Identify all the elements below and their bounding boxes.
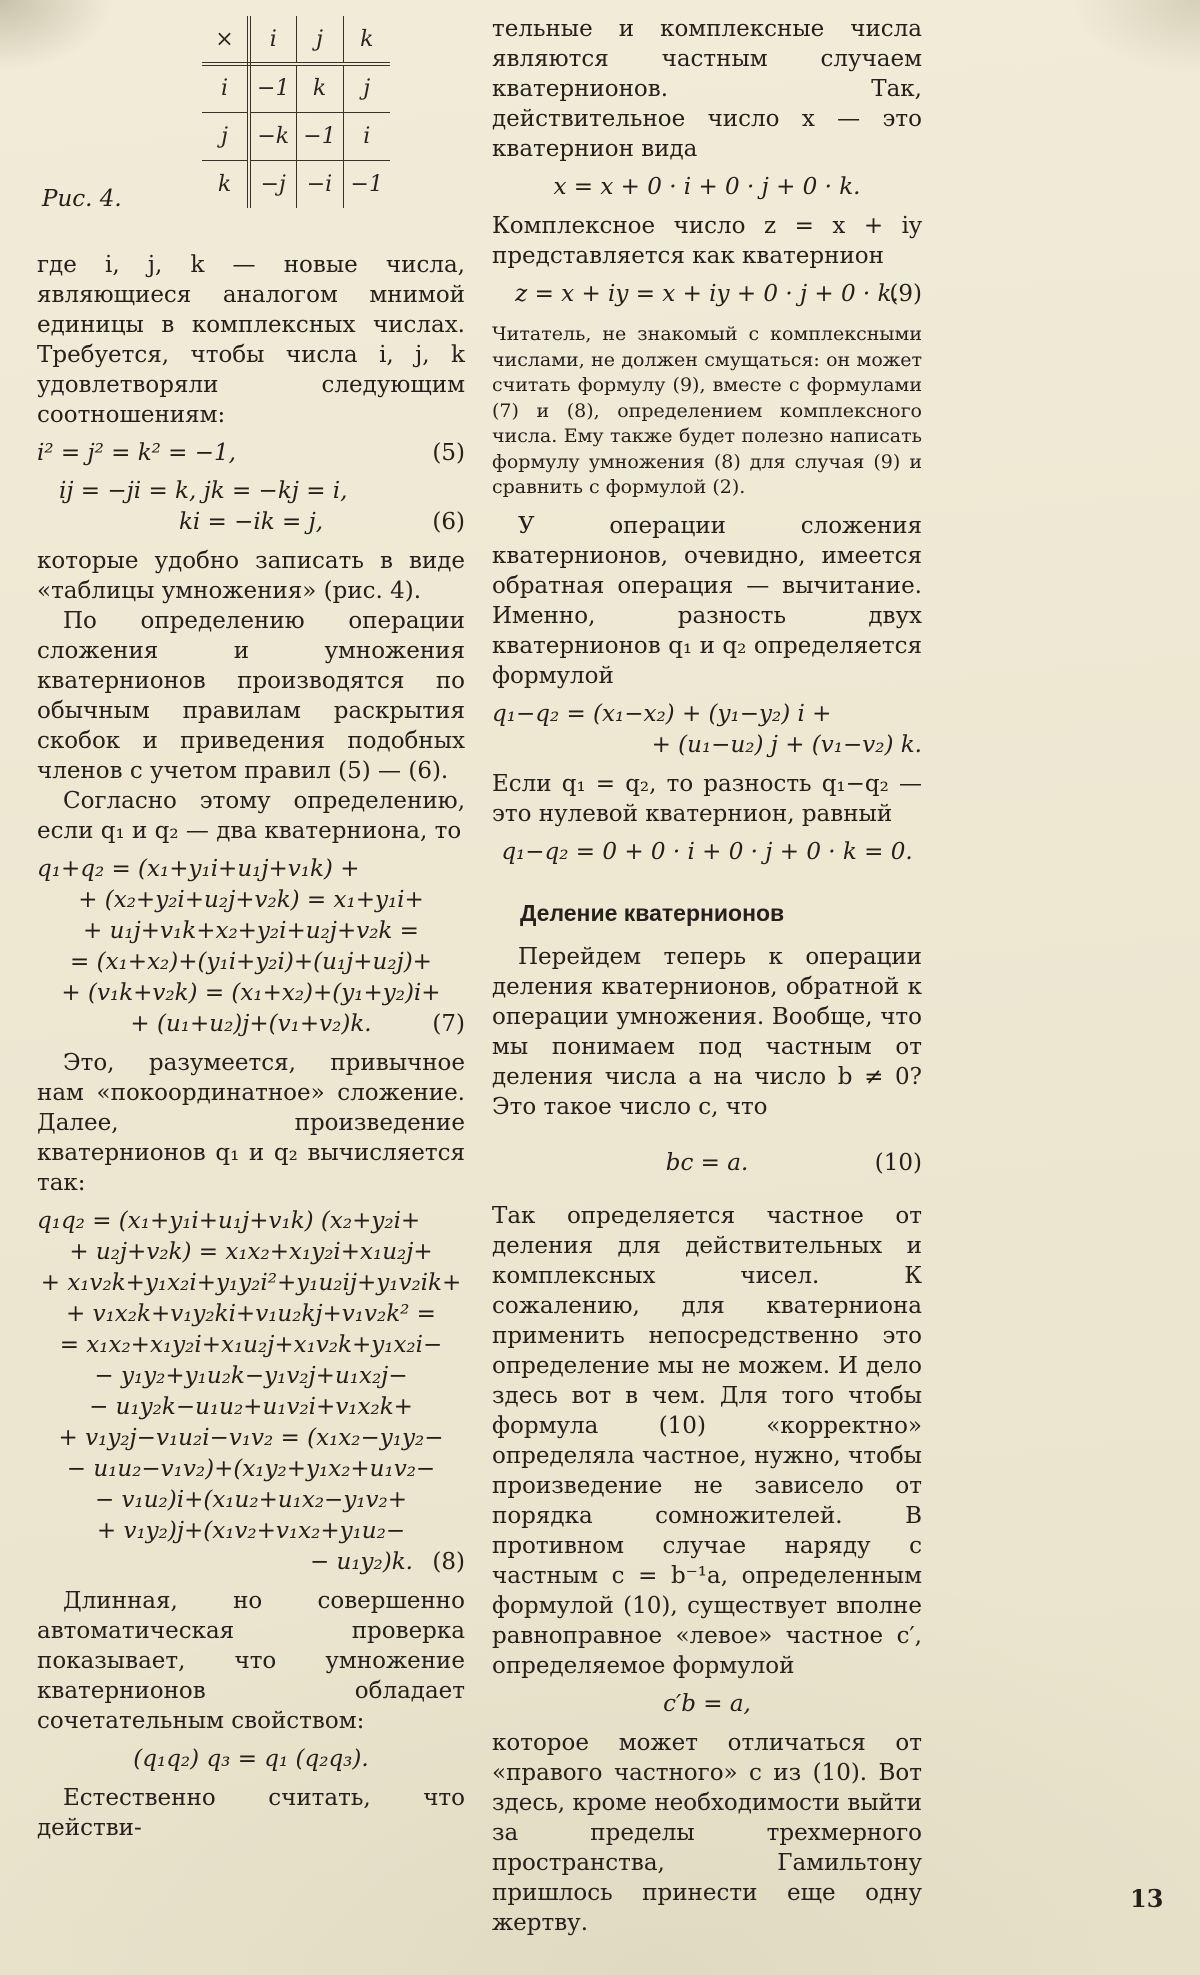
table-header-row bbox=[202, 16, 390, 64]
table-col-header-j: j bbox=[296, 16, 343, 64]
para-complex-number: Комплексное число z = x + iy представляется как кватернион bbox=[492, 213, 922, 269]
equation-text: bc = a. bbox=[665, 1149, 749, 1176]
equation-line: − u₁u₂−v₁v₂)+(x₁y₂+y₁x₂+u₁v₂− bbox=[66, 1456, 436, 1482]
equation-line: + v₁y₂)j+(x₁v₂+v₁x₂+y₁u₂− bbox=[96, 1518, 406, 1544]
para-associativity: Длинная, но совершенно автоматическая проверка показывает, что умножение кватернионов обладает сочетательным свойством: bbox=[37, 1588, 465, 1734]
equation-8 bbox=[37, 1206, 465, 1578]
table-row-j bbox=[202, 112, 390, 160]
equation-line: + v₁x₂k+v₁y₂ki+v₁u₂kj+v₁v₂k² = bbox=[66, 1301, 436, 1327]
table-cell: −j bbox=[249, 160, 296, 208]
equation-line: + u₁j+v₁k+x₂+y₂i+u₂j+v₂k = bbox=[83, 918, 419, 944]
equation-line bbox=[37, 1547, 465, 1578]
right-column bbox=[492, 14, 922, 1938]
equation-line bbox=[37, 507, 465, 538]
para-coordinate: Это, разумеется, привычное нам «покоординатное» сложение. Далее, произведение кватернионов q₁ и q₂ вычисляется так: bbox=[37, 1050, 465, 1196]
para-real-numbers: тельные и комплексные числа являются частным случаем кватернионов. Так, действительное число x — это кватернион вида bbox=[492, 16, 922, 162]
equation-6 bbox=[37, 476, 465, 538]
equation-line: − v₁u₂)i+(x₁u₂+u₁x₂−y₁v₂+ bbox=[94, 1487, 408, 1513]
para-zero-quaternion: Если q₁ = q₂, то разность q₁−q₂ — это нулевой кватернион, равный bbox=[492, 770, 922, 827]
equation-line: q₁q₂ = (x₁+y₁i+u₁j+v₁k) (x₂+y₂i+ bbox=[37, 1208, 421, 1234]
equation-number: (5) bbox=[432, 440, 465, 466]
equation-text: ki = −ik = j, bbox=[178, 509, 324, 535]
equation-line: + u₂j+v₂k) = x₁x₂+x₁y₂i+x₁u₂j+ bbox=[69, 1239, 433, 1265]
figure-caption: Рис. 4. bbox=[42, 186, 122, 212]
table-cell: k bbox=[296, 64, 343, 112]
equation-text: − u₁y₂)k. bbox=[309, 1549, 413, 1575]
para-natural: Естественно считать, что действи- bbox=[37, 1785, 465, 1841]
para-division-intro: Перейдем теперь к операции деления кватернионов, обратной к операции умножения. Вообще, что мы понимаем под частным от деления числа a на число b ≠ 0? Это такое число c, что bbox=[492, 943, 922, 1120]
table-cell: j bbox=[343, 64, 390, 112]
equation-10 bbox=[492, 1148, 922, 1179]
equation-9 bbox=[492, 279, 922, 310]
equation-line: + (v₁k+v₂k) = (x₁+x₂)+(y₁+y₂)i+ bbox=[61, 980, 441, 1006]
para-subtraction: У операции сложения кватернионов, очевидно, имеется обратная операция — вычитание. Именно, разность двух кватернионов q₁ и q₂ определяется формулой bbox=[492, 512, 922, 689]
figure-4 bbox=[202, 16, 390, 208]
table-col-header-k: k bbox=[343, 16, 390, 64]
para-division-conclusion: которое может отличаться от «правого частного» c из (10). Вот здесь, кроме необходимости выйти за пределы трехмерного пространства, Гамильтону пришлось принести еще одну жертву. bbox=[492, 1729, 922, 1936]
equation-number: (10) bbox=[874, 1149, 922, 1176]
table-cell: −1 bbox=[249, 64, 296, 112]
para-definition: По определению операции сложения и умножения кватернионов производятся по обычным правилам раскрытия скобок и приведения подобных членов с учетом правил (5) — (6). bbox=[37, 608, 465, 784]
quaternion-multiplication-table bbox=[202, 16, 390, 208]
equation-number: (7) bbox=[432, 1011, 465, 1037]
page-number: 13 bbox=[1130, 1884, 1164, 1913]
table-row-header-i: i bbox=[202, 64, 249, 112]
equation-line: = x₁x₂+x₁y₂i+x₁u₂j+x₁v₂k+y₁x₂i− bbox=[59, 1332, 443, 1358]
equation-text: + (u₁+u₂)j+(v₁+v₂)k. bbox=[130, 1011, 372, 1037]
equation-line: ij = −ji = k, jk = −kj = i, bbox=[59, 478, 348, 504]
equation-number: (6) bbox=[432, 509, 465, 535]
equation-line: = (x₁+x₂)+(y₁i+y₂i)+(u₁j+u₂j)+ bbox=[70, 949, 432, 975]
left-column bbox=[37, 250, 465, 1843]
equation-number: (8) bbox=[432, 1549, 465, 1575]
para-intro: где i, j, k — новые числа, являющиеся аналогом мнимой единицы в комплексных числах. Требуется, чтобы числа i, j, k удовлетворяли следующим соотношениям: bbox=[37, 252, 465, 428]
para-according: Согласно этому определению, если q₁ и q₂ — два кватерниона, то bbox=[37, 788, 465, 844]
table-row-i bbox=[202, 64, 390, 112]
equation-zero: q₁−q₂ = 0 + 0 · i + 0 · j + 0 · k = 0. bbox=[501, 838, 913, 865]
equation-left-quotient: c′b = a, bbox=[663, 1690, 751, 1717]
para-smallprint-reader: Читатель, не знакомый с комплексными числами, не должен смущаться: он может считать формулу (9), вместе с формулами (7) и (8), определением комплексного числа. Ему также будет полезно написать формулу умножения (8) для случая (9) и сравнить с формулой (2). bbox=[492, 323, 922, 498]
equation-line: + (u₁−u₂) j + (v₁−v₂) k. bbox=[651, 731, 922, 758]
equation-line: + x₁v₂k+y₁x₂i+y₁y₂i²+y₁u₂ij+y₁v₂ik+ bbox=[40, 1270, 462, 1296]
table-cell: −1 bbox=[350, 171, 383, 197]
table-row-header-k: k bbox=[202, 160, 249, 208]
equation-associativity: (q₁q₂) q₃ = q₁ (q₂q₃). bbox=[133, 1746, 369, 1772]
equation-real-quaternion: x = x + 0 · i + 0 · j + 0 · k. bbox=[553, 174, 861, 200]
equation-number: (9) bbox=[889, 281, 922, 307]
table-cell: −1 bbox=[296, 112, 343, 160]
equation-5 bbox=[37, 438, 465, 468]
para-table-ref: которые удобно записать в виде «таблицы умножения» (рис. 4). bbox=[37, 548, 465, 604]
equation-line: + (x₂+y₂i+u₂j+v₂k) = x₁+y₁i+ bbox=[78, 887, 424, 913]
equation-text: z = x + iy = x + iy + 0 · j + 0 · k. bbox=[515, 281, 899, 307]
table-cell: −k bbox=[249, 112, 296, 160]
equation-text: i² = j² = k² = −1, bbox=[37, 440, 236, 466]
table-row-header-j: j bbox=[202, 112, 249, 160]
table-corner-cell: × bbox=[202, 16, 249, 64]
table-col-header-i: i bbox=[249, 16, 296, 64]
table-cell: i bbox=[343, 112, 390, 160]
table-cell: −i bbox=[296, 160, 343, 208]
equation-line: − u₁y₂k−u₁u₂+u₁v₂i+v₁x₂k+ bbox=[89, 1394, 413, 1420]
section-heading-division: Деление кватернионов bbox=[520, 899, 785, 926]
equation-difference bbox=[492, 699, 922, 761]
table-row-k bbox=[202, 160, 390, 208]
equation-line: q₁+q₂ = (x₁+y₁i+u₁j+v₁k) + bbox=[37, 856, 360, 882]
equation-line: q₁−q₂ = (x₁−x₂) + (y₁−y₂) i + bbox=[492, 700, 832, 727]
equation-line: + v₁y₂j−v₁u₂i−v₁v₂ = (x₁x₂−y₁y₂− bbox=[58, 1425, 444, 1451]
equation-line: − y₁y₂+y₁u₂k−y₁v₂j+u₁x₂j− bbox=[94, 1363, 408, 1389]
equation-line bbox=[37, 1009, 465, 1040]
equation-7 bbox=[37, 854, 465, 1040]
para-division-problem: Так определяется частное от деления для действительных и комплексных чисел. К сожалению, для кватерниона применить непосредственно это определение мы не можем. И дело здесь вот в чем. Для того чтобы формула (10) «корректно» определяла частное, нужно, чтобы произведение не зависело от порядка сомножителей. В противном случае наряду с частным c = b⁻¹a, определенным формулой (10), существует вполне равноправное «левое» частное c′, определяемое формулой bbox=[492, 1202, 922, 1679]
